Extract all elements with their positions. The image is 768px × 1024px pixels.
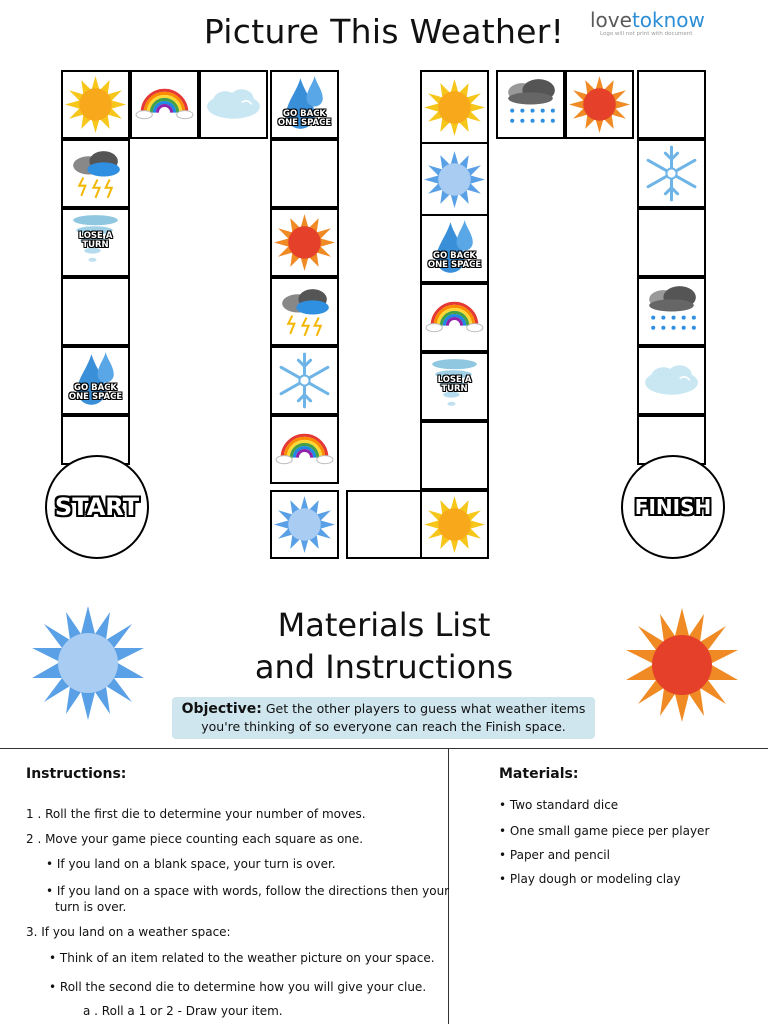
go-back-label-line2: ONE SPACE: [277, 118, 332, 128]
section-title-line1: Materials List: [277, 606, 491, 644]
go-back-label-line1: GO BACK: [432, 251, 477, 261]
board-cell-rainbow: [270, 415, 339, 484]
storm-lightning-icon: [63, 141, 128, 206]
material-item: • Two standard dice: [499, 798, 619, 812]
objective-text-line1: Get the other players to guess what weather items: [265, 701, 586, 716]
instruction-item: 1 . Roll the first die to determine your number of moves.: [26, 807, 366, 821]
lose-turn-label-line2: TURN: [82, 240, 109, 250]
rain-cloud-icon: [498, 72, 563, 137]
board-cell-blank: [637, 70, 706, 139]
rainbow-icon: [132, 72, 197, 137]
objective-label: Objective:: [181, 701, 262, 717]
lose-turn-label-line1: LOSE A: [437, 375, 472, 385]
board-cell-sun: [420, 490, 489, 559]
rainbow-icon: [422, 285, 487, 350]
lose-turn-label-line2: TURN: [441, 384, 468, 394]
board-cell-blank: [270, 139, 339, 208]
material-item: • One small game piece per player: [499, 824, 710, 838]
board-cell-go-back: [270, 70, 339, 139]
storm-lightning-icon: [272, 279, 337, 344]
section-title: [0, 604, 768, 688]
finish-label: FINISH: [634, 495, 712, 519]
material-item: • Paper and pencil: [499, 848, 610, 862]
blue-sun-icon: [272, 492, 337, 557]
board-cell-cloud: [199, 70, 268, 139]
objective-box: [172, 697, 595, 739]
board-cell-lose-turn: [420, 352, 489, 421]
board-cell-blue-sun: [270, 490, 339, 559]
board-cell-blank: [61, 277, 130, 346]
section-title-line2: and Instructions: [254, 648, 514, 686]
instruction-item: • Roll the second die to determine how you will give your clue.: [49, 980, 427, 994]
rain-cloud-icon: [639, 279, 704, 344]
sun-icon: [422, 75, 487, 140]
snowflake-icon: [272, 348, 337, 413]
board-cell-storm: [270, 277, 339, 346]
board-cell-blue-sun: [420, 142, 489, 216]
board-cell-rain: [496, 70, 565, 139]
board-cell-storm: [61, 139, 130, 208]
go-back-label-line2: ONE SPACE: [68, 392, 123, 402]
board-cell-blank: [637, 208, 706, 277]
board-cell-rain: [637, 277, 706, 346]
instruction-item: • If you land on a blank space, your turn is over.: [46, 857, 336, 871]
start-circle: [45, 455, 149, 559]
lovetoknow-logo: [590, 8, 705, 32]
board-cell-rainbow: [130, 70, 199, 139]
board-cell-red-sun: [270, 208, 339, 277]
red-sun-icon: [272, 210, 337, 275]
lose-turn-label-line1: LOSE A: [78, 231, 113, 241]
water-drop-icon: [63, 348, 128, 413]
board-cell-lose-turn: [61, 208, 130, 277]
board-cell-blank: [420, 421, 489, 490]
materials-heading: Materials:: [499, 766, 579, 782]
instruction-item: • Think of an item related to the weather picture on your space.: [49, 951, 435, 965]
snowflake-icon: [639, 141, 704, 206]
instruction-item: • If you land on a space with words, follow the directions then your: [46, 884, 450, 898]
board-cell-rainbow: [420, 283, 489, 352]
board-cell-red-sun: [565, 70, 634, 139]
objective-text-line2: you're thinking of so everyone can reach the Finish space.: [201, 719, 566, 734]
board-cell-snow: [270, 346, 339, 415]
go-back-label-line1: GO BACK: [282, 109, 327, 119]
logo-note: Logo will not print with document: [600, 31, 693, 37]
logo-part-know: know: [652, 8, 705, 32]
water-drop-icon: [422, 216, 487, 281]
red-sun-icon: [567, 72, 632, 137]
logo-part-love: love: [590, 8, 632, 32]
board-cell-sun: [420, 70, 489, 144]
instructions-heading: Instructions:: [26, 766, 127, 782]
board-cell-go-back: [420, 214, 489, 283]
logo-part-to: to: [631, 8, 653, 32]
go-back-label-line2: ONE SPACE: [427, 260, 482, 270]
go-back-label-line1: GO BACK: [73, 383, 118, 393]
sun-icon: [422, 492, 487, 557]
board-cell-sun: [61, 70, 130, 139]
instruction-item: turn is over.: [55, 900, 127, 914]
page-title: Picture This Weather!: [203, 12, 565, 51]
divider-horizontal: [0, 748, 768, 749]
cloud-icon: [639, 348, 704, 413]
rainbow-icon: [272, 417, 337, 482]
board-cell-go-back: [61, 346, 130, 415]
start-label: START: [54, 493, 140, 521]
instruction-item: 2 . Move your game piece counting each square as one.: [26, 832, 364, 846]
sun-icon: [63, 72, 128, 137]
board-cell-snow: [637, 139, 706, 208]
finish-circle: [621, 455, 725, 559]
board-cell-cloud: [637, 346, 706, 415]
board-cell-blank: [346, 490, 422, 559]
instruction-item: 3. If you land on a weather space:: [26, 925, 231, 939]
material-item: • Play dough or modeling clay: [499, 872, 681, 886]
cloud-icon: [201, 72, 266, 137]
instruction-item: a . Roll a 1 or 2 - Draw your item.: [83, 1004, 283, 1018]
blue-sun-icon: [422, 147, 487, 212]
